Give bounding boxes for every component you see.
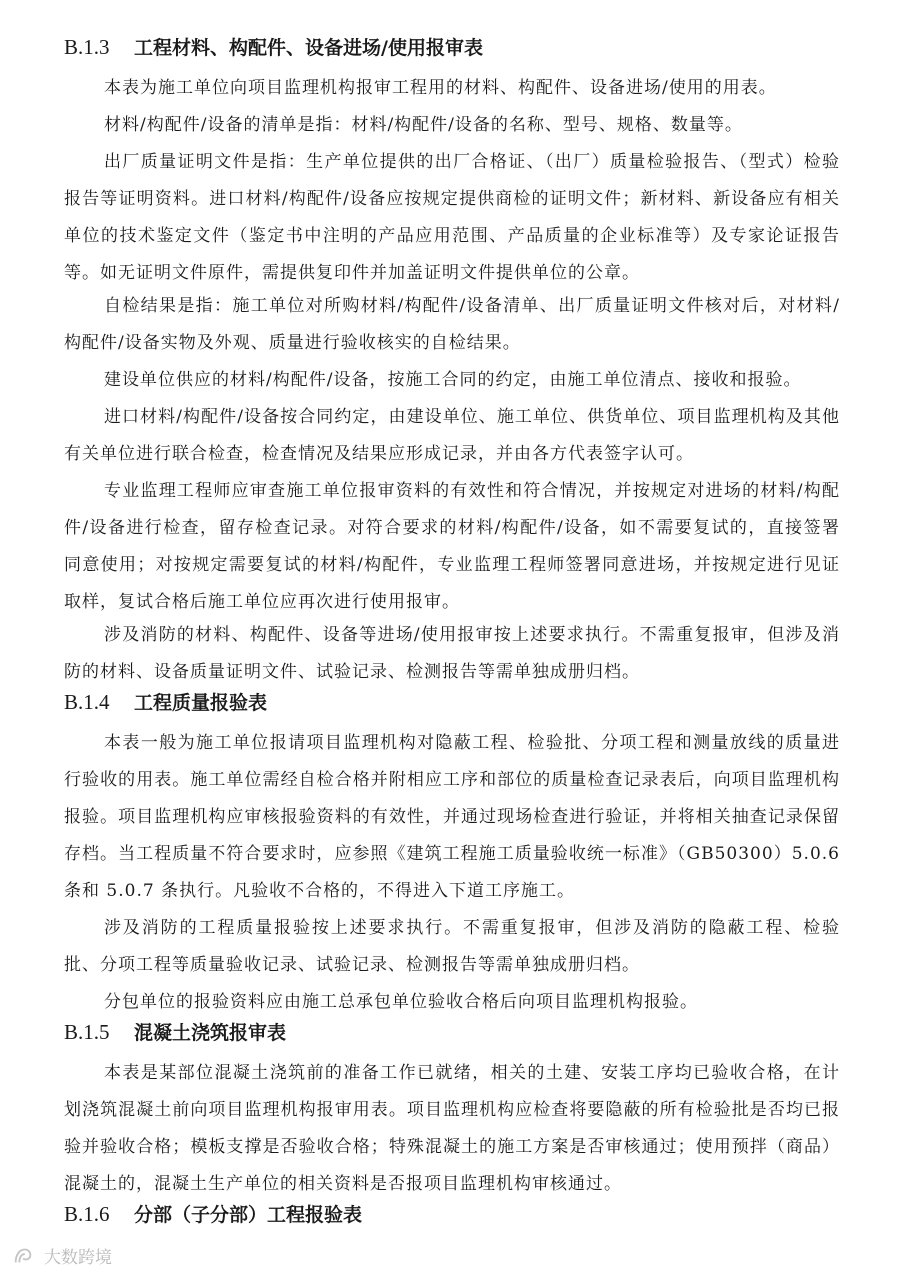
section-title: 工程质量报验表 <box>134 692 268 714</box>
section-heading-b16 <box>64 1201 362 1228</box>
watermark <box>12 1242 112 1268</box>
section-title: 混凝土浇筑报审表 <box>134 1022 287 1044</box>
section-number: B.1.3 <box>64 35 110 59</box>
paragraph: 涉及消防的材料、构配件、设备等进场/使用报审按上述要求执行。不需重复报审，但涉及消防的材料、设备质量证明文件、试验记录、检测报告等需单独成册归档。 <box>64 625 840 682</box>
section-heading-b15 <box>64 1019 286 1046</box>
section-heading-b13 <box>64 34 483 61</box>
section-number: B.1.4 <box>64 690 110 714</box>
paragraph: 出厂质量证明文件是指：生产单位提供的出厂合格证、（出厂）质量检验报告、（型式）检验报告等证明资料。进口材料/构配件/设备应按规定提供商检的证明文件；新材料、新设备应有相关单位的技术鉴定文件（鉴定书中注明的产品应用范围、产品质量的企业标准等）及专家论证报告等。如无证明文件原件，需提供复印件并加盖证明文件提供单位的公章。 <box>64 152 840 283</box>
section-title: 分部（子分部）工程报验表 <box>134 1204 363 1226</box>
paragraph: 自检结果是指：施工单位对所购材料/构配件/设备清单、出厂质量证明文件核对后，对材料/构配件/设备实物及外观、质量进行验收核实的自检结果。 <box>64 296 840 353</box>
paragraph: 材料/构配件/设备的清单是指：材料/构配件/设备的名称、型号、规格、数量等。 <box>104 115 743 135</box>
paragraph: 本表一般为施工单位报请项目监理机构对隐蔽工程、检验批、分项工程和测量放线的质量进行验收的用表。施工单位需经自检合格并附相应工序和部位的质量检查记录表后，向项目监理机构报验。项目监理机构应审核报验资料的有效性，并通过现场检查进行验证，并将相关抽查记录保留存档。当工程质量不符合要求时，应参照《建筑工程施工质量验收统一标准》（GB50300）5.0.6 条和 5.0.7 条执行。凡验收不合格的，不得进入下道工序施工。 <box>64 733 840 901</box>
section-number: B.1.5 <box>64 1020 110 1044</box>
paragraph: 本表是某部位混凝土浇筑前的准备工作已就绪，相关的土建、安装工序均已验收合格，在计划浇筑混凝土前向项目监理机构报审用表。项目监理机构应检查将要隐蔽的所有检验批是否均已报验并验收合格；模板支撑是否验收合格；特殊混凝土的施工方案是否审核通过；使用预拌（商品）混凝土的，混凝土生产单位的相关资料是否报项目监理机构审核通过。 <box>64 1063 840 1194</box>
paragraph: 本表为施工单位向项目监理机构报审工程用的材料、构配件、设备进场/使用的用表。 <box>104 78 777 98</box>
section-title: 工程材料、构配件、设备进场/使用报审表 <box>134 37 483 59</box>
paragraph: 专业监理工程师应审查施工单位报审资料的有效性和符合情况，并按规定对进场的材料/构配件/设备进行检查，留存检查记录。对符合要求的材料/构配件/设备，如不需要复试的，直接签署同意使用；对按规定需要复试的材料/构配件，专业监理工程师签署同意进场，并按规定进行见证取样，复试合格后施工单位应再次进行使用报审。 <box>64 481 840 612</box>
section-number: B.1.6 <box>64 1202 110 1226</box>
paragraph: 建设单位供应的材料/构配件/设备，按施工合同的约定，由施工单位清点、接收和报验。 <box>104 370 802 390</box>
paragraph: 分包单位的报验资料应由施工总承包单位验收合格后向项目监理机构报验。 <box>104 992 698 1012</box>
paragraph: 涉及消防的工程质量报验按上述要求执行。不需重复报审，但涉及消防的隐蔽工程、检验批、分项工程等质量验收记录、试验记录、检测报告等需单独成册归档。 <box>64 918 840 975</box>
watermark-text: 大数跨境 <box>44 1247 112 1268</box>
paragraph: 进口材料/构配件/设备按合同约定，由建设单位、施工单位、供货单位、项目监理机构及其他有关单位进行联合检查，检查情况及结果应形成记录，并由各方代表签字认可。 <box>64 407 840 464</box>
watermark-logo-icon <box>12 1244 34 1266</box>
section-heading-b14 <box>64 689 267 716</box>
